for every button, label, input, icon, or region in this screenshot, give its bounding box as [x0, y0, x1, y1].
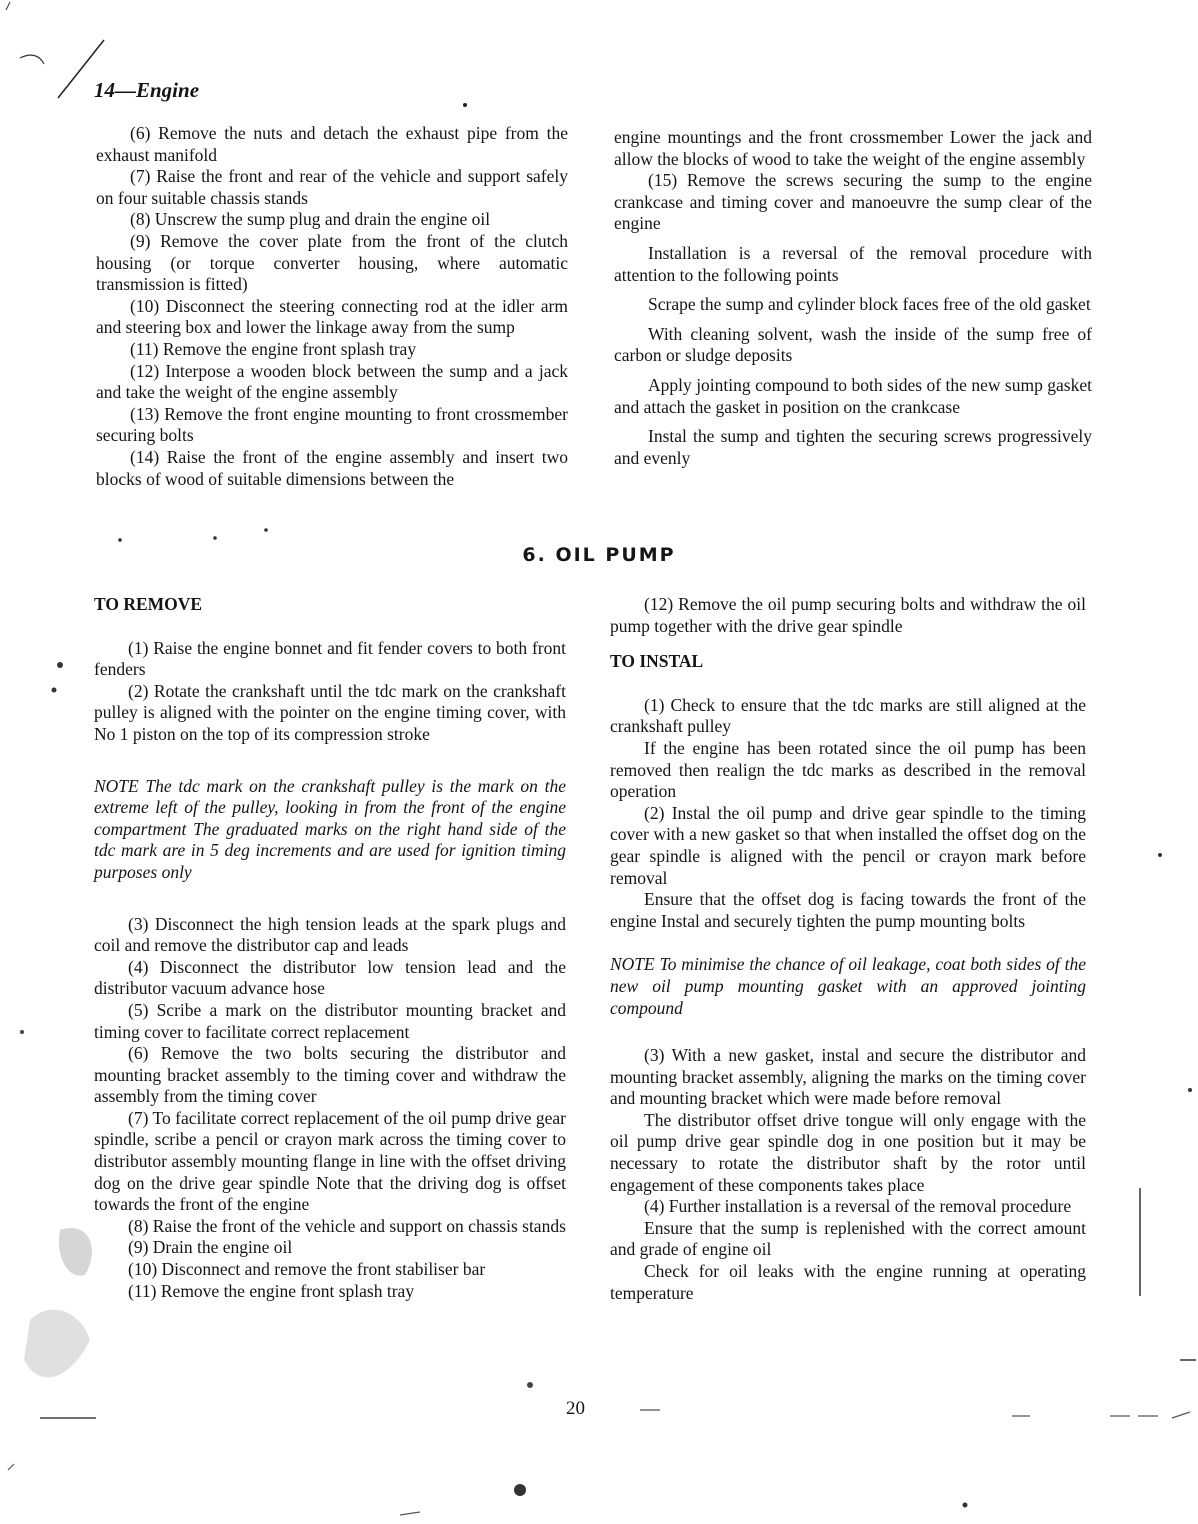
step-paragraph: (12) Remove the oil pump securing bolts and withdraw the oil pump together with the drive gear spindle [610, 594, 1086, 636]
left-column-bottom [94, 594, 566, 1302]
step-paragraph: (7) Raise the front and rear of the vehicle and support safely on four suitable chassis stands [96, 166, 568, 208]
left-column-top [96, 123, 568, 490]
page-header-title: 14—Engine [94, 78, 200, 102]
scan-dash [8, 1464, 14, 1470]
step-paragraph: The distributor offset drive tongue will only engage with the oil pump drive gear spindle dog in one position but it may be necessary to rotate the distributor shaft by the rotor until engagement of these components takes place [610, 1109, 1086, 1195]
scan-speck [264, 528, 268, 532]
step-paragraph: (9) Remove the cover plate from the front of the clutch housing (or torque converter housing, where automatic transmission is fitted) [96, 230, 568, 295]
step-paragraph: (14) Raise the front of the engine assembly and insert two blocks of wood of suitable dimensions between the [96, 446, 568, 489]
step-paragraph: (4) Disconnect the distributor low tension lead and the distributor vacuum advance hose [94, 956, 566, 999]
right-column-top [614, 127, 1092, 469]
scan-speck [1188, 1088, 1192, 1092]
to-instal-heading: TO INSTAL [610, 651, 704, 672]
pen-stroke-mark [20, 55, 44, 64]
scan-speck [118, 538, 122, 542]
point-paragraph: Apply jointing compound to both sides of the new sump gasket and attach the gasket in position on the crankcase [614, 374, 1092, 417]
installation-paragraph: Installation is a reversal of the removal procedure with attention to the following points [614, 242, 1092, 285]
step-paragraph: (2) Rotate the crankshaft until the tdc mark on the crankshaft pulley is aligned with the pointer on the engine timing cover, with No 1 piston on the top of its compression stroke [94, 680, 566, 744]
scan-speck [213, 536, 217, 540]
scan-dash [400, 1512, 420, 1515]
step-paragraph: (12) Interpose a wooden block between the sump and a jack and take the weight of the engine assembly [96, 360, 568, 403]
point-paragraph: With cleaning solvent, wash the inside of the sump free of carbon or sludge deposits [614, 323, 1092, 366]
step-paragraph: If the engine has been rotated since the oil pump has been removed then realign the tdc marks as described in the removal operation [610, 737, 1086, 802]
step-paragraph: (9) Drain the engine oil [128, 1237, 293, 1258]
right-column-bottom [610, 594, 1086, 1304]
section-title: 6. OIL PUMP [522, 544, 676, 566]
scan-speck [57, 662, 63, 668]
step-paragraph: (10) Disconnect the steering connecting rod at the idler arm and steering box and lower the linkage away from the sump [96, 295, 568, 338]
to-remove-heading: TO REMOVE [94, 594, 203, 614]
step-paragraph: (1) Raise the engine bonnet and fit fender covers to both front fenders [94, 637, 566, 680]
step-paragraph: (8) Unscrew the sump plug and drain the engine oil [130, 209, 491, 230]
scan-speck [52, 688, 57, 693]
step-paragraph: (3) With a new gasket, instal and secure the distributor and mounting bracket assembly, aligning the marks on the timing cover and mounting bracket which were made before removal [610, 1045, 1086, 1109]
step-paragraph: (11) Remove the engine front splash tray [130, 338, 417, 359]
step-paragraph: (4) Further installation is a reversal of the removal procedure [644, 1196, 1072, 1217]
step-paragraph: Check for oil leaks with the engine running at operating temperature [610, 1261, 1086, 1303]
step-paragraph: (1) Check to ensure that the tdc marks are still aligned at the crankshaft pulley [610, 694, 1086, 737]
step-paragraph: (15) Remove the screws securing the sump to the engine crankcase and timing cover and manoeuvre the sump clear of the engine [614, 170, 1092, 234]
step-paragraph: (5) Scribe a mark on the distributor mounting bracket and timing cover to facilitate correct replacement [94, 999, 566, 1042]
step-paragraph: (13) Remove the front engine mounting to front crossmember securing bolts [96, 403, 568, 446]
step-paragraph: (7) To facilitate correct replacement of the oil pump drive gear spindle, scribe a pencil or crayon mark across the timing cover to distributor assembly mounting flange in line with the offset driving dog on the drive gear spindle Note that the driving dog is offset towards the front of the engine [94, 1107, 566, 1215]
continuation-paragraph: engine mountings and the front crossmember Lower the jack and allow the blocks of wood to take the weight of the engine assembly [614, 127, 1092, 169]
smudge-mark [59, 1228, 92, 1276]
note-paragraph: NOTE The tdc mark on the crankshaft pulley is the mark on the extreme left of the pulley, looking in from the front of the engine compartment The graduated marks on the right hand side of the tdc mark are in 5 deg increments and are used for ignition timing purposes only [94, 775, 566, 882]
scan-speck [514, 1484, 526, 1496]
step-paragraph: (11) Remove the engine front splash tray [128, 1280, 415, 1301]
scan-speck [963, 1503, 968, 1508]
pen-stroke-mark [6, 2, 10, 10]
step-paragraph: (8) Raise the front of the vehicle and support on chassis stands [128, 1215, 566, 1236]
point-paragraph: Scrape the sump and cylinder block faces free of the old gasket [648, 294, 1091, 315]
step-paragraph: (2) Instal the oil pump and drive gear spindle to the timing cover with a new gasket so that when installed the offset dog on the gear spindle is aligned with the pencil or crayon mark before removal [610, 802, 1086, 888]
step-paragraph: Ensure that the sump is replenished with the correct amount and grade of engine oil [610, 1217, 1086, 1260]
scan-speck [527, 1382, 533, 1388]
smudge-mark [24, 1310, 90, 1378]
page-number: 20 [566, 1398, 585, 1419]
scan-speck [1158, 853, 1162, 857]
point-paragraph: Instal the sump and tighten the securing screws progressively and evenly [614, 426, 1092, 468]
step-paragraph: (6) Remove the two bolts securing the distributor and mounting bracket assembly to the timing cover and withdraw the assembly from the timing cover [94, 1043, 566, 1107]
step-paragraph: (3) Disconnect the high tension leads at the spark plugs and coil and remove the distributor cap and leads [94, 913, 566, 956]
scan-dash [1172, 1412, 1190, 1418]
step-paragraph: Ensure that the offset dog is facing towards the front of the engine Instal and securely tighten the pump mounting bolts [610, 889, 1086, 931]
scan-speck [20, 1030, 24, 1034]
step-paragraph: (6) Remove the nuts and detach the exhaust pipe from the exhaust manifold [96, 123, 568, 165]
step-paragraph: (10) Disconnect and remove the front stabiliser bar [128, 1259, 486, 1280]
scan-speck [463, 103, 467, 107]
note-paragraph: NOTE To minimise the chance of oil leakage, coat both sides of the new oil pump mounting gasket with an approved jointing compound [610, 954, 1086, 1018]
